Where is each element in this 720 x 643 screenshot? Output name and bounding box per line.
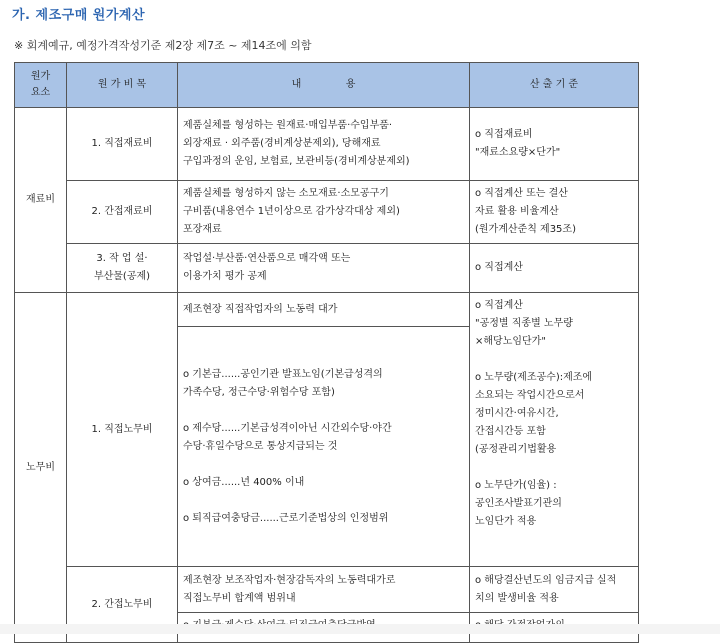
content-cell: 제조현장 직접작업자의 노동력 대가 [178, 293, 470, 327]
table-row [15, 567, 639, 613]
content-cell: 제품실체를 형성하는 원재료·매입부품·수입부품· 외장재료 · 외주품(경비계상분제외), 당해재료 구입과정의 운임, 보험료, 보관비등(경비계상분제외) [178, 108, 470, 181]
content-cell: 제품실체를 형성하지 않는 소모재료·소모공구기 구비품(내용연수 1년이상으로 감가상각대상 제외) 포장재료 [178, 181, 470, 244]
content-item: o 퇴직급여충당금......근로기준법상의 인정범위 [183, 512, 389, 524]
content-list [178, 327, 470, 567]
group-labor: 노무비 [15, 293, 67, 643]
reference-note: ※ 회계예규, 예정가격작성기준 제2장 제7조 ~ 제14조에 의함 [14, 39, 312, 52]
item-cell: 1. 직접노무비 [67, 293, 178, 567]
content-cell: 제조현장 보조작업자·현장감독자의 노동력대가로 직접노무비 합계액 범위내 [178, 567, 470, 613]
header-element: 원가 요소 [15, 63, 67, 108]
table-row [15, 293, 639, 327]
table-row [15, 244, 639, 293]
basis-cell: o 직접계산 [470, 244, 639, 293]
content-item: o 기본급......공인기관 발표노임(기본급성격의 가족수당, 정근수당·위험수당 포함) [183, 368, 383, 398]
basis-cell: o 직접재료비 "재료소요량×단가" [470, 108, 639, 181]
item-cell: 2. 간접재료비 [67, 181, 178, 244]
cost-table [14, 62, 639, 643]
item-cell: 2. 간접노무비 [67, 567, 178, 643]
item-cell: 1. 직접재료비 [67, 108, 178, 181]
basis-cell: o 해당결산년도의 임금지급 실적 치의 발생비율 적용 [470, 567, 639, 613]
group-material: 재료비 [15, 108, 67, 293]
header-item: 원 가 비 목 [67, 63, 178, 108]
table-row [15, 108, 639, 181]
item-cell: 3. 작 업 설· 부산물(공제) [67, 244, 178, 293]
header-basis: 산 출 기 준 [470, 63, 639, 108]
page-bottom-edge [0, 624, 720, 634]
content-item: o 제수당......기본급성격이아닌 시간외수당·야간 수당·휴일수당으로 통상지급되는 것 [183, 422, 392, 452]
content-cell: 작업설·부산품·연산품으로 매각액 또는 이용가치 평가 공제 [178, 244, 470, 293]
header-row [15, 63, 639, 108]
table-row [15, 181, 639, 244]
basis-cell: o 직접계산 "공정별 직종별 노무량 ×해당노임단가" o 노무량(제조공수):제조에 소요되는 작업시간으로서 정미시간·여유시간, 간접시간등 포함 (공정관리기법활용 o 노무단가(임율) : 공인조사발표기관의 노임단가 적용 [470, 293, 639, 567]
section-title: 가. 제조구매 원가계산 [12, 8, 146, 23]
content-item: o 상여금......년 400% 이내 [183, 476, 305, 488]
header-content: 내 용 [178, 63, 470, 108]
basis-cell: o 직접계산 또는 결산 자료 활용 비율계산 (원가계산준칙 제35조) [470, 181, 639, 244]
